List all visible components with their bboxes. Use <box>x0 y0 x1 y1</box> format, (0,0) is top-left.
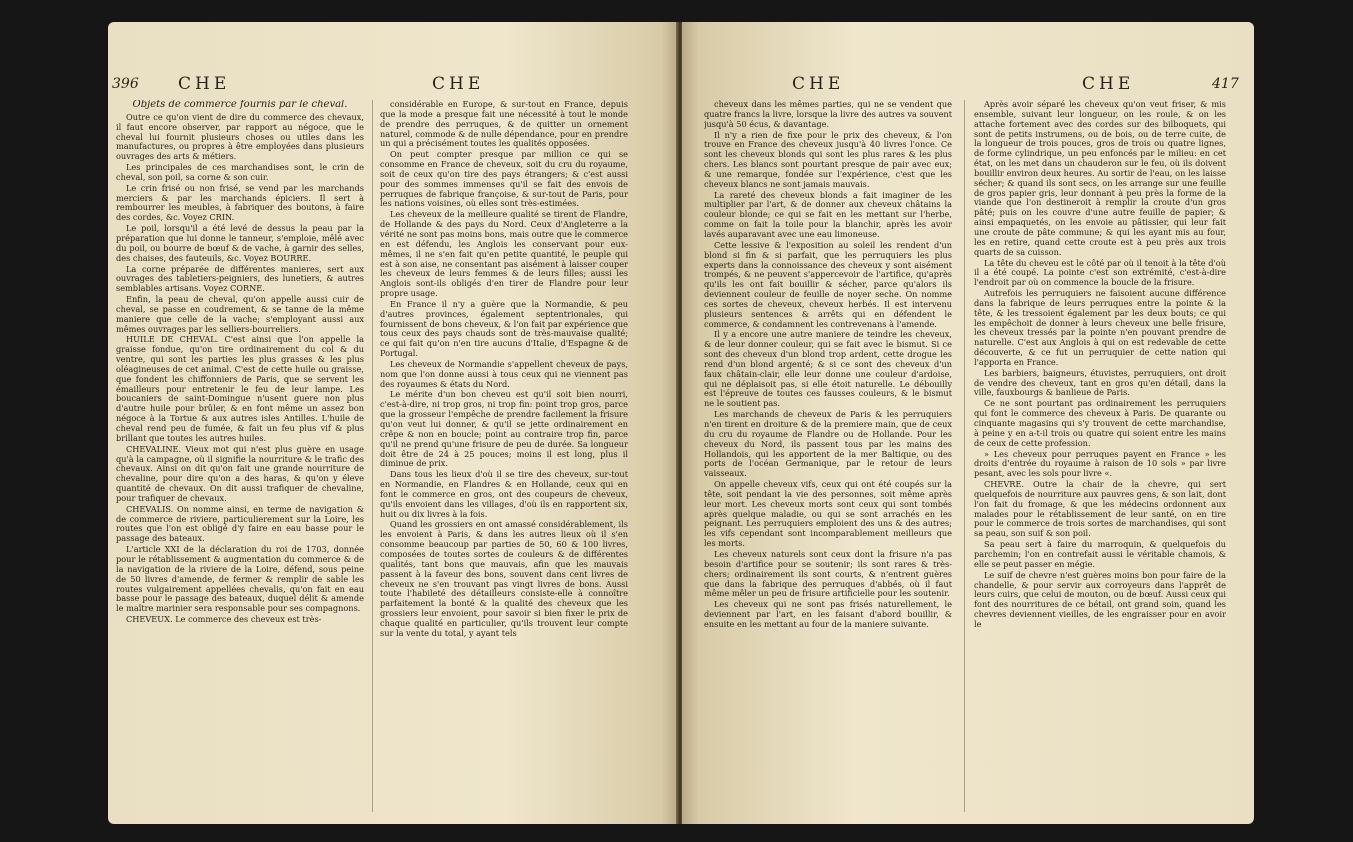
section-title: Objets de commerce fournis par le cheval. <box>132 100 348 110</box>
paragraph: Ce ne sont pourtant pas ordinairement les perruquiers qui font le commerce des cheveux à Paris. De quarante ou cinquante magasins qui s'y trouvent de cette marchandise, à peine y en a-t-il trois ou quatre qui soient entre les mains de ceux de cette profession. <box>974 398 1226 448</box>
paragraph: On peut compter presque par million ce qui se consomme en France de cheveux, soit du cru du royaume, soit de ceux qu'on tire des pays étrangers; & c'est aussi pour des sommes immenses qu'il se fait des envois de perruques de fabrique françoise, & sur-tout de Paris, pour les nations voisines, où elles sont très-estimées. <box>380 149 628 209</box>
paragraph: Il n'y a rien de fixe pour le prix des cheveux, & l'on trouve en France des cheveux jusqu'à 40 livres l'once. Ce sont les cheveux blonds qui sont les plus rares & les plus chers. Les blancs sont pourtant presque de pair avec eux; & une remarque, fondée sur l'expérience, c'est que les cheveux blancs ne sont jamais mauvais. <box>704 129 952 189</box>
running-head-left: CHE <box>178 74 231 94</box>
paragraph: Outre ce qu'on vient de dire du commerce des chevaux, il faut encore observer, par rapport au négoce, que le cheval lui fournit plusieurs choses ou utiles dans les manufactures, ou propres à être employées dans plusieurs ouvrages des arts & métiers. <box>116 111 364 162</box>
text-column-2 <box>380 100 628 815</box>
paragraph: Les cheveux naturels sont ceux dont la frisure n'a pas besoin d'artifice pour se soutenir; ils sont rares & très-chers; ordinairement ils sont courts, & n'entrent guères que dans la fabrique des perruques d'abbés, où il faut même mêler un peu de frisure artificielle pour les soutenir. <box>704 548 952 599</box>
running-head-right: CHE <box>1082 74 1135 94</box>
paragraph: cheveux dans les mêmes parties, qui ne se vendent que quatre francs la livre, lorsque la livre des autres va souvent jusqu'à 50 écus, & davantage. <box>704 100 952 129</box>
paragraph: Autrefois les perruquiers ne faisoient aucune différence dans la fabrique de leurs perruques entre la pointe & la tête, & les tressoient également par les deux bouts; ce qui les empêchoit de donner à leurs cheveux une belle frisure, les cheveux tressés par la pointe n'en pouvant prendre de naturelle. C'est aux Anglois à qui on est redevable de cette découverte, & ce fut un perruquier de cette nation qui l'apporta en France. <box>974 288 1226 367</box>
paragraph: CHEVALIS. On nomme ainsi, en terme de navigation & de commerce de riviere, particulierement sur la Loire, les routes que l'on est obligé d'y faire en eau basse pour le passage des bateaux. <box>116 503 364 544</box>
text-column-1 <box>704 100 952 815</box>
paragraph: Dans tous les lieux d'où il se tire des cheveux, sur-tout en Normandie, en Flandres & en Hollande, ceux qui en font le commerce en gros, ont des coupeurs de cheveux, qu'ils envoient dans les villages, d'où ils en rapportent six, huit ou dix livres à la fois. <box>380 469 628 519</box>
paragraph: Après avoir séparé les cheveux qu'on veut friser, & mis ensemble, suivant leur longueur, on les roule, & on les attache fortement avec des cordes sur des bilboquets, qui sont de petits instrumens, ou de bois, ou de terre cuite, de la longueur de trois pouces, gros de trois ou quatre lignes, de forme cylindrique, un peu enfoncés par le milieu: en cet état, on les met dans un chauderon sur le feu, où ils doivent bouillir environ deux heures. Au sortir de l'eau, on les laisse sécher; & quand ils sont secs, on les arrange sur une feuille de gros papier gris, leur donnant à peu près la forme de la viande que l'on destineroit à remplir la croute d'un gros pâté; puis on les couvre d'une autre feuille de papier; & ainsi empaquetés, on les envoie au pâtissier, qui leur fait une croute de pâte commune; & qui les ayant mis au four, les en retire, quand cette croute est à peu près aux trois quarts de sa cuisson. <box>974 100 1226 257</box>
paragraph: considérable en Europe, & sur-tout en France, depuis que la mode a presque fait une nécessité à tout le monde de prendre des perruques, & de quitter un ornement naturel, commode & de nulle dépendance, pour en prendre un qui a précisément toutes les qualités opposées. <box>380 100 628 149</box>
paragraph: CHEVRE. Outre la chair de la chevre, qui sert quelquefois de nourriture aux pauvres gens, & son lait, dont l'on fait du fromage, & que les médecins ordonnent aux malades pour le rétablissement de leur santé, on en tire pour le commerce de trois sortes de marchandises, qui sont sa peau, son suif & son poil. <box>974 479 1226 539</box>
page-number: 417 <box>1212 76 1239 92</box>
paragraph: Il y a encore une autre maniere de teindre les cheveux, & de leur donner couleur, qui se fait avec le bismut. Si ce sont des cheveux d'un blond trop ardent, cette drogue les rend d'un blond argenté; & si ce sont des cheveux d'un faux châtain-clair, elle leur donne une couleur d'ardoise, qui ne déplaisoit pas, si elle étoit naturelle. Le débouilly est l'épreuve de toutes ces fausses couleurs, & le bismut ne le soutient pas. <box>704 329 952 409</box>
paragraph: Les barbiers, baigneurs, étuvistes, perruquiers, ont droit de vendre des cheveux, tant en gros qu'en détail, dans la ville, fauxbourgs & banlieue de Paris. <box>974 367 1226 398</box>
text-column-2 <box>974 100 1226 815</box>
paragraph: L'article XXI de la déclaration du roi de 1703, donnée pour le rétablissement & augmentation du commerce & de la navigation de la riviere de la Loire, défend, sous peine de 50 livres d'amende, de fermer & remplir de sable les routes vulgairement appellées chevalis, qu'on fait en eau basse pour le passage des bateaux, duquel délit & amende le maître marinier sera responsable pour ses compagnons. <box>116 544 364 614</box>
paragraph: On appelle cheveux vifs, ceux qui ont été coupés sur la tête, soit pendant la vie des personnes, soit même après leur mort. Les cheveux morts sont ceux qui sont tombés après quelque maladie, ou qui se sont arrachés en les peignant. Les perruquiers emploient des uns & des autres; les vifs cependant sont incomparablement meilleurs que les morts. <box>704 479 952 549</box>
paragraph: Quand les grossiers en ont amassé considérablement, ils les envoient à Paris, & dans les autres lieux où il s'en consomme beaucoup par parties de 50, 60 & 100 livres, composées de toutes sortes de couleurs & de différentes qualités, tant bons que mauvais, afin que les mauvais passent à la faveur des bons, souvent dans cent livres de cheveux ne s'en trouvant pas vingt livres de bons. Aussi toute l'habileté des détailleurs consiste-elle à connoître parfaitement la bonté & la qualité des cheveux que les grossiers leur envoient, pour savoir si bien fixer le prix de chaque qualité en particulier, qu'ils trouvent leur compte sur la vente du total, y ayant tels <box>380 519 628 638</box>
column-rule <box>964 100 965 812</box>
page-number: 396 <box>112 76 139 92</box>
paragraph: Les cheveux de la meilleure qualité se tirent de Flandre, de Hollande & des pays du Nord. Ceux d'Angleterre a la vérité ne sont pas moins bons, mais outre que le commerce en est défendu, les Anglois les conservant pour eux-mêmes, il ne s'en fait qu'en petite quantité, le peuple qui est à son aise, ne consentant pas aisément à laisser couper les cheveux de leurs femmes & de leurs filles; aussi les Anglois sont-ils obligés d'en tirer de Flandre pour leur propre usage. <box>380 209 628 299</box>
paragraph: La tête du cheveu est le côté par où il tenoit à la tête d'où il a été coupé. La pointe c'est son extrémité, c'est-à-dire l'endroit par où on commence la boucle de la frisure. <box>974 257 1226 288</box>
paragraph: En France il n'y a guère que la Normandie, & peu d'autres provinces, également septentrionales, qui fournissent de bons cheveux, & l'on fait par expérience que tous ceux des pays chauds sont de très-mauvaise qualité; ce qui fait qu'on n'en tire aucuns d'Italie, d'Espagne & de Portugal. <box>380 298 628 359</box>
paragraph: Les marchands de cheveux de Paris & les perruquiers n'en tirent en droiture & de la premiere main, que de ceux du cru du royaume de Flandre ou de Hollande. Pour les cheveux du Nord, ils passent tous par les mains des Hollandois, qui les apportent de la mer Baltique, ou des ports de l'océan Germanique, par le retour de leurs vaisseaux. <box>704 409 952 479</box>
paragraph: Le poil, lorsqu'il a été levé de dessus la peau par la préparation que lui donne le tanneur, s'emploie, mêlé avec du poil, ou bourre de bœuf & de vache, à garnir des selles, des chaises, des fauteuils, &c. Voyez BOURRE. <box>116 223 364 263</box>
paragraph: Les cheveux qui ne sont pas frisés naturellement, le deviennent par l'art, en les faisant d'abord bouillir, & ensuite en les mettant au four de la maniere suivante. <box>704 599 952 629</box>
paragraph: Le mérite d'un bon cheveu est qu'il soit bien nourri, c'est-à-dire, ni trop gros, ni trop fin: point trop gros, parce que la grosseur l'empêche de prendre facilement la frisure qu'on veut lui donner, & qu'il se jette ordinairement en crêpe & non en boucle; point au contraire trop fin, parce qu'il ne prend qu'une frisure de peu de durée. Sa longueur doit être de 24 à 25 pouces; moins il est long, plus il diminue de prix. <box>380 389 628 469</box>
paragraph: » Les cheveux pour perruques payent en France » les droits d'entrée du royaume à raison de 10 sols » par livre pesant, avec les sols pour livre «. <box>974 448 1226 479</box>
paragraph: HUILE DE CHEVAL. C'est ainsi que l'on appelle la graisse fondue, qu'on tire ordinairement du col & du ventre, qui sont les parties les plus grasses & les plus oléagineuses de cet animal. C'est de cette huile ou graisse, que fondent les chiffonniers de Paris, que se servent les émailleurs pour entretenir le feu de leur lampe. Les boucaniers de saint-Domingue n'usent guere non plus d'autre huile pour brûler, & en font même un assez bon négoce à la Tortue & aux autres isles Antilles. L'huile de cheval rend peu de fumée, & fait un feu plus vif & plus brillant que toutes les autres huiles. <box>116 334 364 443</box>
paragraph: La rareté des cheveux blonds a fait imaginer de les multiplier par l'art, & de donner aux cheveux châtains la couleur blonde; ce qui se fait en les mettant sur l'herbe, comme on fait la toile pour la blanchir, après les avoir lavés auparavant avec une eau limoneuse. <box>704 189 952 239</box>
paragraph: Enfin, la peau de cheval, qu'on appelle aussi cuir de cheval, se passe en coudrement, & se tanne de la même maniere que celle de la vache; s'employant aussi aux mêmes ouvrages par les selliers-bourreliers. <box>116 294 364 334</box>
left-page <box>108 22 678 824</box>
running-head-left: CHE <box>792 74 845 94</box>
paragraph: CHEVALINE. Vieux mot qui n'est plus guère en usage qu'à la campagne, où il signifie la nourriture & le trafic des chevaux. Ainsi on dit qu'on fait une grande nourriture de chevaline, pour dire qu'on a des haras, & qu'on y éleve quantité de chevaux. On dit aussi trafiquer de chevaline, pour trafiquer de chevaux. <box>116 443 364 503</box>
running-head-right: CHE <box>432 74 485 94</box>
paragraph: La corne préparée de différentes manieres, sert aux ouvrages des tabletiers-peigniers, des lunetiers, & autres semblables artisans. Voyez CORNE. <box>116 263 364 294</box>
paragraph: Le crin frisé ou non frisé, se vend par les marchands merciers & par les marchands épiciers. Il sert à rembourrer les meubles, à fabriquer des boutons, à faire des cordes, &c. Voyez CRIN. <box>116 182 364 223</box>
paragraph: Les principales de ces marchandises sont, le crin de cheval, son poil, sa corne & son cuir. <box>116 162 364 182</box>
paragraph: Le suif de chevre n'est guères moins bon pour faire de la chandelle, & pour servir aux corroyeurs dans l'apprêt de leurs cuirs, que celui de mouton, ou de bœuf. Aussi ceux qui font des nourritures de ce bétail, ont grand soin, quand les chevres deviennent vieilles, de les engraisser pour en avoir le <box>974 569 1226 629</box>
text-column-1 <box>116 100 364 815</box>
right-page <box>682 22 1254 824</box>
paragraph: CHEVEUX. Le commerce des cheveux est très- <box>126 614 322 625</box>
paragraph: Cette lessive & l'exposition au soleil les rendent d'un blond si fin & si parfait, que les perruquiers les plus experts dans la connoissance des cheveux y sont aisément trompés, & ne peuvent s'appercevoir de l'artifice, qu'après qu'ils les ont fait bouillir & sécher, parce qu'alors ils deviennent couleur de feuille de noyer seche. On nomme ces sortes de cheveux, cheveux herbés. Il est intervenu plusieurs sentences & arrêts qui en défendent le commerce, & condamnent les contrevenans à l'amende. <box>704 239 952 329</box>
paragraph: Les cheveux de Normandie s'appellent cheveux de pays, nom que l'on donne aussi à tous ceux qui ne viennent pas des royaumes & états du Nord. <box>380 358 628 389</box>
paragraph: Sa peau sert à faire du marroquin, & quelquefois du parchemin; l'on en contrefait aussi le véritable chamois, & elle se peut passer en mégie. <box>974 539 1226 569</box>
column-rule <box>372 100 373 812</box>
